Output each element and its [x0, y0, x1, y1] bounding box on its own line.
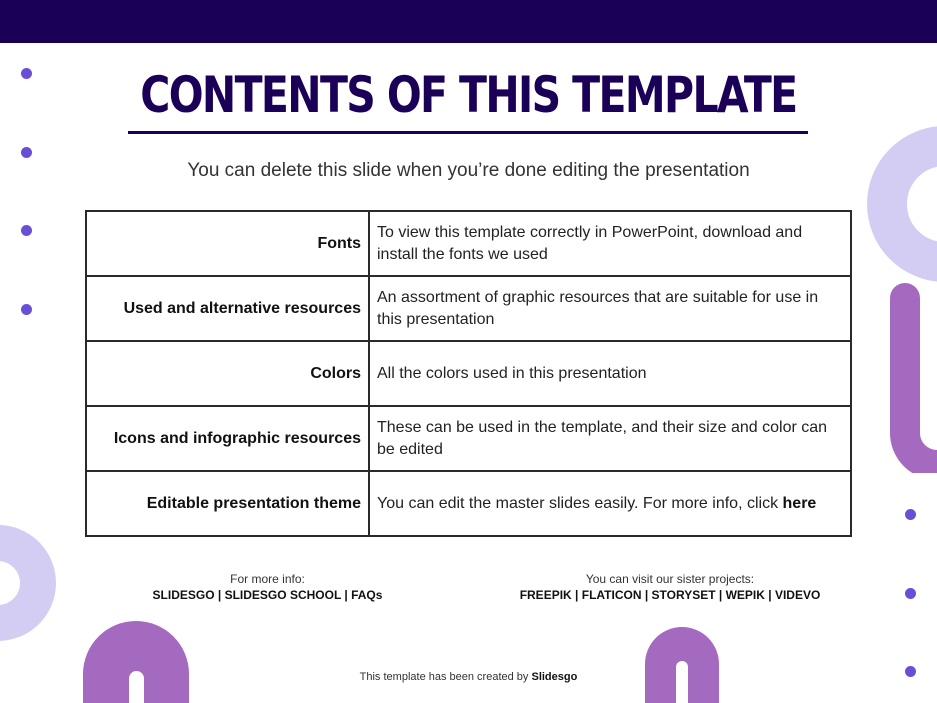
page-title: CONTENTS OF THIS TEMPLATE: [140, 66, 797, 124]
link-storyset[interactable]: STORYSET: [651, 588, 716, 602]
separator: |: [341, 588, 352, 602]
orchid-arch-shape: [83, 621, 190, 703]
credit-line: [0, 671, 937, 683]
separator: |: [715, 588, 726, 602]
link-faqs[interactable]: FAQs: [351, 588, 383, 602]
separator: |: [641, 588, 652, 602]
lilac-ring-shape: [0, 505, 60, 665]
row-label: Icons and infographic resources: [86, 406, 369, 471]
table-row: [86, 276, 851, 341]
here-link[interactable]: here: [782, 494, 817, 512]
contents-table: [85, 210, 852, 537]
decorative-dot: [905, 509, 916, 520]
credit-brand-link[interactable]: Slidesgo: [531, 671, 578, 683]
row-label: Fonts: [86, 211, 369, 276]
link-freepik[interactable]: FREEPIK: [519, 588, 572, 602]
sister-projects-heading: You can visit our sister projects:: [585, 572, 755, 586]
table-row: [86, 211, 851, 276]
more-info-block: [140, 571, 395, 603]
more-info-heading: For more info:: [230, 572, 305, 586]
decorative-dot: [905, 588, 916, 599]
link-slidesgo[interactable]: SLIDESGO: [152, 588, 215, 602]
top-banner: [0, 0, 937, 43]
row-description: To view this template correctly in PowerPoint, download and install the fonts we used: [369, 211, 851, 276]
row-label: Colors: [86, 341, 369, 406]
sister-projects-block: [510, 571, 830, 603]
decorative-dot: [21, 225, 32, 236]
separator: |: [571, 588, 582, 602]
credit-text: This template has been created by: [359, 671, 532, 683]
subtitle: You can delete this slide when you’re done editing the presentation: [187, 160, 750, 181]
row-label: Editable presentation theme: [86, 471, 369, 536]
title-underline: [128, 131, 808, 134]
separator: |: [214, 588, 225, 602]
lilac-ring-shape: [865, 124, 937, 284]
row-description-text: You can edit the master slides easily. For more info, click: [377, 494, 783, 512]
row-label: Used and alternative resources: [86, 276, 369, 341]
row-description: All the colors used in this presentation: [369, 341, 851, 406]
link-wepik[interactable]: WEPIK: [725, 588, 765, 602]
sister-projects-links: [510, 587, 830, 603]
orchid-arch-shape: [645, 627, 720, 703]
row-description: These can be used in the template, and their size and color can be edited: [369, 406, 851, 471]
decorative-dot: [21, 304, 32, 315]
table-row: [86, 471, 851, 536]
orchid-u-shape: [890, 283, 937, 473]
link-flaticon[interactable]: FLATICON: [581, 588, 642, 602]
table-row: [86, 406, 851, 471]
link-videvo[interactable]: VIDEVO: [774, 588, 821, 602]
decorative-dot: [21, 68, 32, 79]
link-slidesgo-school[interactable]: SLIDESGO SCHOOL: [224, 588, 342, 602]
decorative-dot: [21, 147, 32, 158]
row-description: An assortment of graphic resources that are suitable for use in this presentation: [369, 276, 851, 341]
more-info-links: [140, 587, 395, 603]
separator: |: [764, 588, 775, 602]
table-row: [86, 341, 851, 406]
row-description: [369, 471, 851, 536]
